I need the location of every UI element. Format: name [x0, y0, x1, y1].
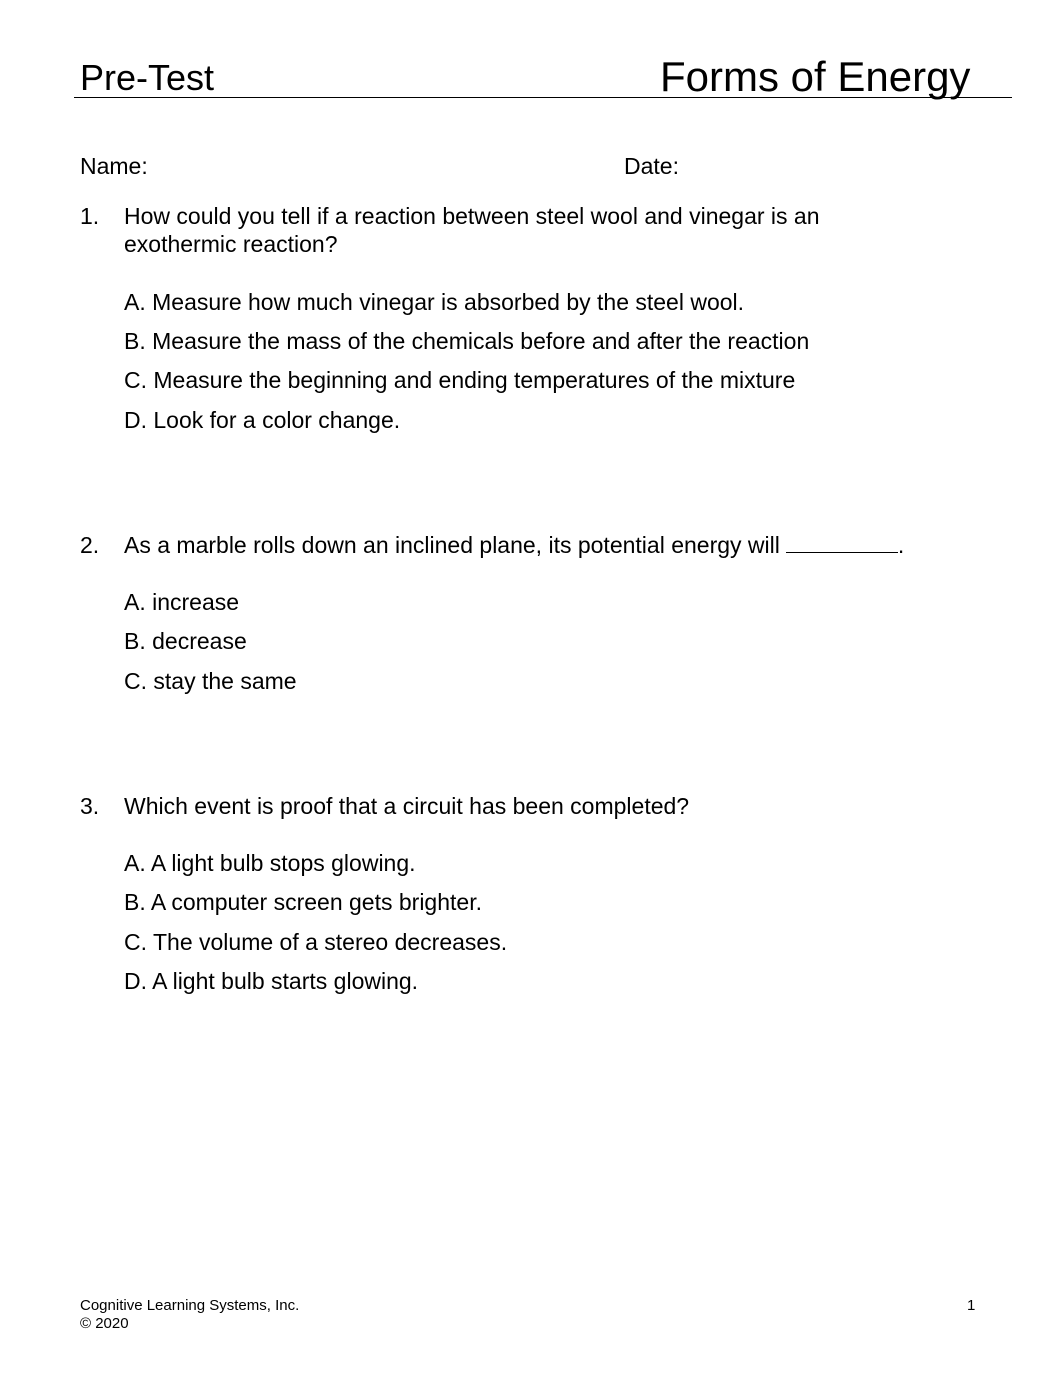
answer-blank[interactable]: [786, 532, 898, 553]
answer-option[interactable]: D. Look for a color change.: [124, 407, 401, 433]
question-text: How could you tell if a reaction between steel wool and vinegar is an exothermic reaction?: [124, 203, 820, 257]
page-number: 1: [967, 1297, 976, 1314]
answer-option[interactable]: C. stay the same: [124, 668, 297, 694]
answer-option[interactable]: B. A computer screen gets brighter.: [124, 889, 482, 915]
answer-option[interactable]: C. The volume of a stereo decreases.: [124, 929, 508, 955]
question-number: 2.: [80, 532, 100, 558]
topic-title: Forms of Energy: [660, 53, 971, 100]
answer-option[interactable]: A. A light bulb stops glowing.: [124, 850, 416, 876]
answer-option[interactable]: D. A light bulb starts glowing.: [124, 968, 419, 994]
date-label: Date:: [624, 153, 679, 179]
question-number: 3.: [80, 793, 100, 819]
answer-option[interactable]: A. Measure how much vinegar is absorbed by the steel wool.: [124, 289, 745, 315]
header-rule: [74, 97, 1012, 98]
pretest-title: Pre-Test: [80, 57, 215, 98]
question-text: As a marble rolls down an inclined plane, its potential energy will: [124, 532, 780, 558]
answer-option[interactable]: B. decrease: [124, 628, 247, 654]
question-text-line: [124, 531, 904, 559]
copyright: © 2020: [80, 1315, 129, 1332]
answer-option[interactable]: B. Measure the mass of the chemicals before and after the reaction: [124, 328, 810, 354]
answer-option[interactable]: C. Measure the beginning and ending temperatures of the mixture: [124, 367, 796, 393]
publisher-name: Cognitive Learning Systems, Inc.: [80, 1297, 300, 1314]
question-text: Which event is proof that a circuit has been completed?: [124, 793, 690, 819]
question-number: 1.: [80, 203, 100, 229]
answer-option[interactable]: A. increase: [124, 589, 240, 615]
question-text-end: .: [897, 532, 905, 558]
name-label: Name:: [80, 153, 148, 179]
